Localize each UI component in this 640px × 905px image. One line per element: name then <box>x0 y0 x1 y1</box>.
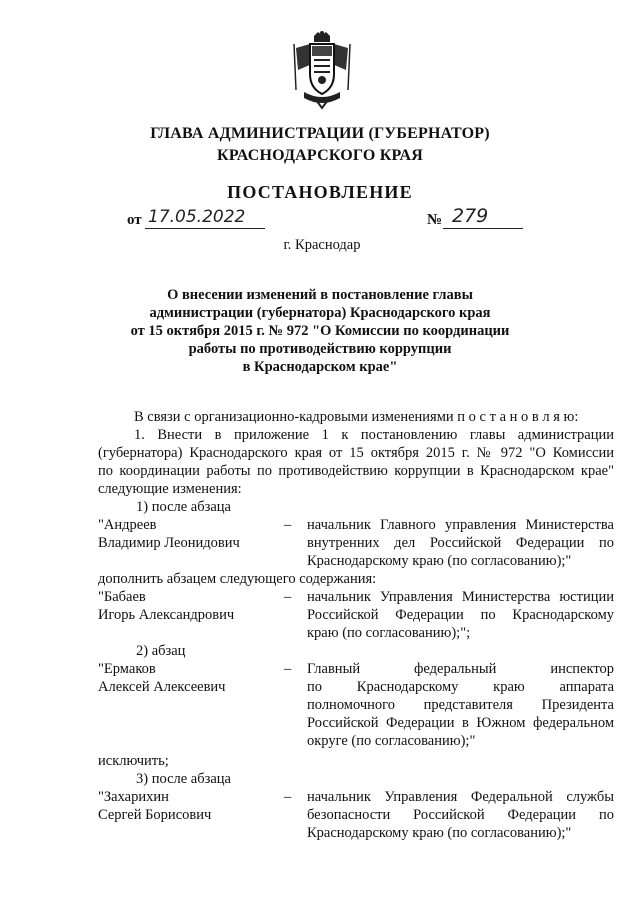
person-position: Краснодарскому краю (по согласованию);" <box>307 553 572 569</box>
coat-of-arms-emblem-icon <box>290 30 354 110</box>
date-value: 17.05.2022 <box>148 207 246 227</box>
authority-title-line1: ГЛАВА АДМИНИСТРАЦИИ (ГУБЕРНАТОР) <box>150 125 490 142</box>
person-position: по Краснодарскому краю аппарата <box>307 679 614 695</box>
number-prefix: № <box>427 212 443 228</box>
paragraph-line: (губернатора) Краснодарского края от 15 октября 2015 г. № 972 "О Комиссии <box>98 445 614 461</box>
person-position: Краснодарскому краю (по согласованию);" <box>307 825 572 841</box>
person-position: полномочного представителя Президента <box>307 697 614 713</box>
subject-line: в Краснодарском крае" <box>242 359 398 375</box>
subject-line: администрации (губернатора) Краснодарского края <box>149 305 491 321</box>
item-label: 2) абзац <box>136 643 186 659</box>
paragraph-line: 1. Внести в приложение 1 к постановлению главы администрации <box>134 427 614 443</box>
item-label: 3) после абзаца <box>136 771 231 787</box>
person-name: Владимир Леонидович <box>98 535 240 551</box>
authority-title-line2: КРАСНОДАРСКОГО КРАЯ <box>217 147 423 164</box>
preamble: В связи с организационно-кадровыми изменениями п о с т а н о в л я ю: <box>134 409 579 425</box>
person-position: Главный федеральный инспектор <box>307 661 614 677</box>
person-surname: "Захарихин <box>98 789 169 805</box>
person-position: начальник Управления Министерства юстиции <box>307 589 614 605</box>
person-surname: "Андреев <box>98 517 157 533</box>
number-value: 279 <box>452 205 489 227</box>
date-prefix: от <box>127 212 142 228</box>
person-position: начальник Главного управления Министерства <box>307 517 614 533</box>
person-surname: "Ермаков <box>98 661 156 677</box>
person-position: Российской Федерации в Южном федеральном <box>307 715 614 731</box>
person-name: Алексей Алексеевич <box>98 679 226 695</box>
person-position: внутренних дел Российской Федерации по <box>307 535 614 551</box>
person-position: округе (по согласованию);" <box>307 733 476 749</box>
city: г. Краснодар <box>283 237 361 253</box>
document-type: ПОСТАНОВЛЕНИЕ <box>227 182 413 202</box>
paragraph-line: следующие изменения: <box>98 481 242 497</box>
subject-line: от 15 октября 2015 г. № 972 "О Комиссии по координации <box>130 323 510 339</box>
person-position: Российской Федерации по Краснодарскому <box>307 607 614 623</box>
add-instruction: дополнить абзацем следующего содержания: <box>98 571 377 587</box>
person-name: Сергей Борисович <box>98 807 212 823</box>
exclude-instruction: исключить; <box>98 753 169 769</box>
subject-line: О внесении изменений в постановление главы <box>167 287 473 303</box>
person-position: начальник Управления Федеральной службы <box>307 789 614 805</box>
dash: – <box>284 661 292 677</box>
dash: – <box>284 789 292 805</box>
item-label: 1) после абзаца <box>136 499 231 515</box>
dash: – <box>284 517 292 533</box>
dash: – <box>284 589 292 605</box>
person-surname: "Бабаев <box>98 589 146 605</box>
person-position: краю (по согласованию);"; <box>307 625 471 641</box>
paragraph-line: по координации работы по противодействию коррупции в Краснодарском крае" <box>98 463 614 479</box>
person-name: Игорь Александрович <box>98 607 235 623</box>
person-position: безопасности Российской Федерации по <box>307 807 614 823</box>
subject-line: работы по противодействию коррупции <box>188 341 452 357</box>
